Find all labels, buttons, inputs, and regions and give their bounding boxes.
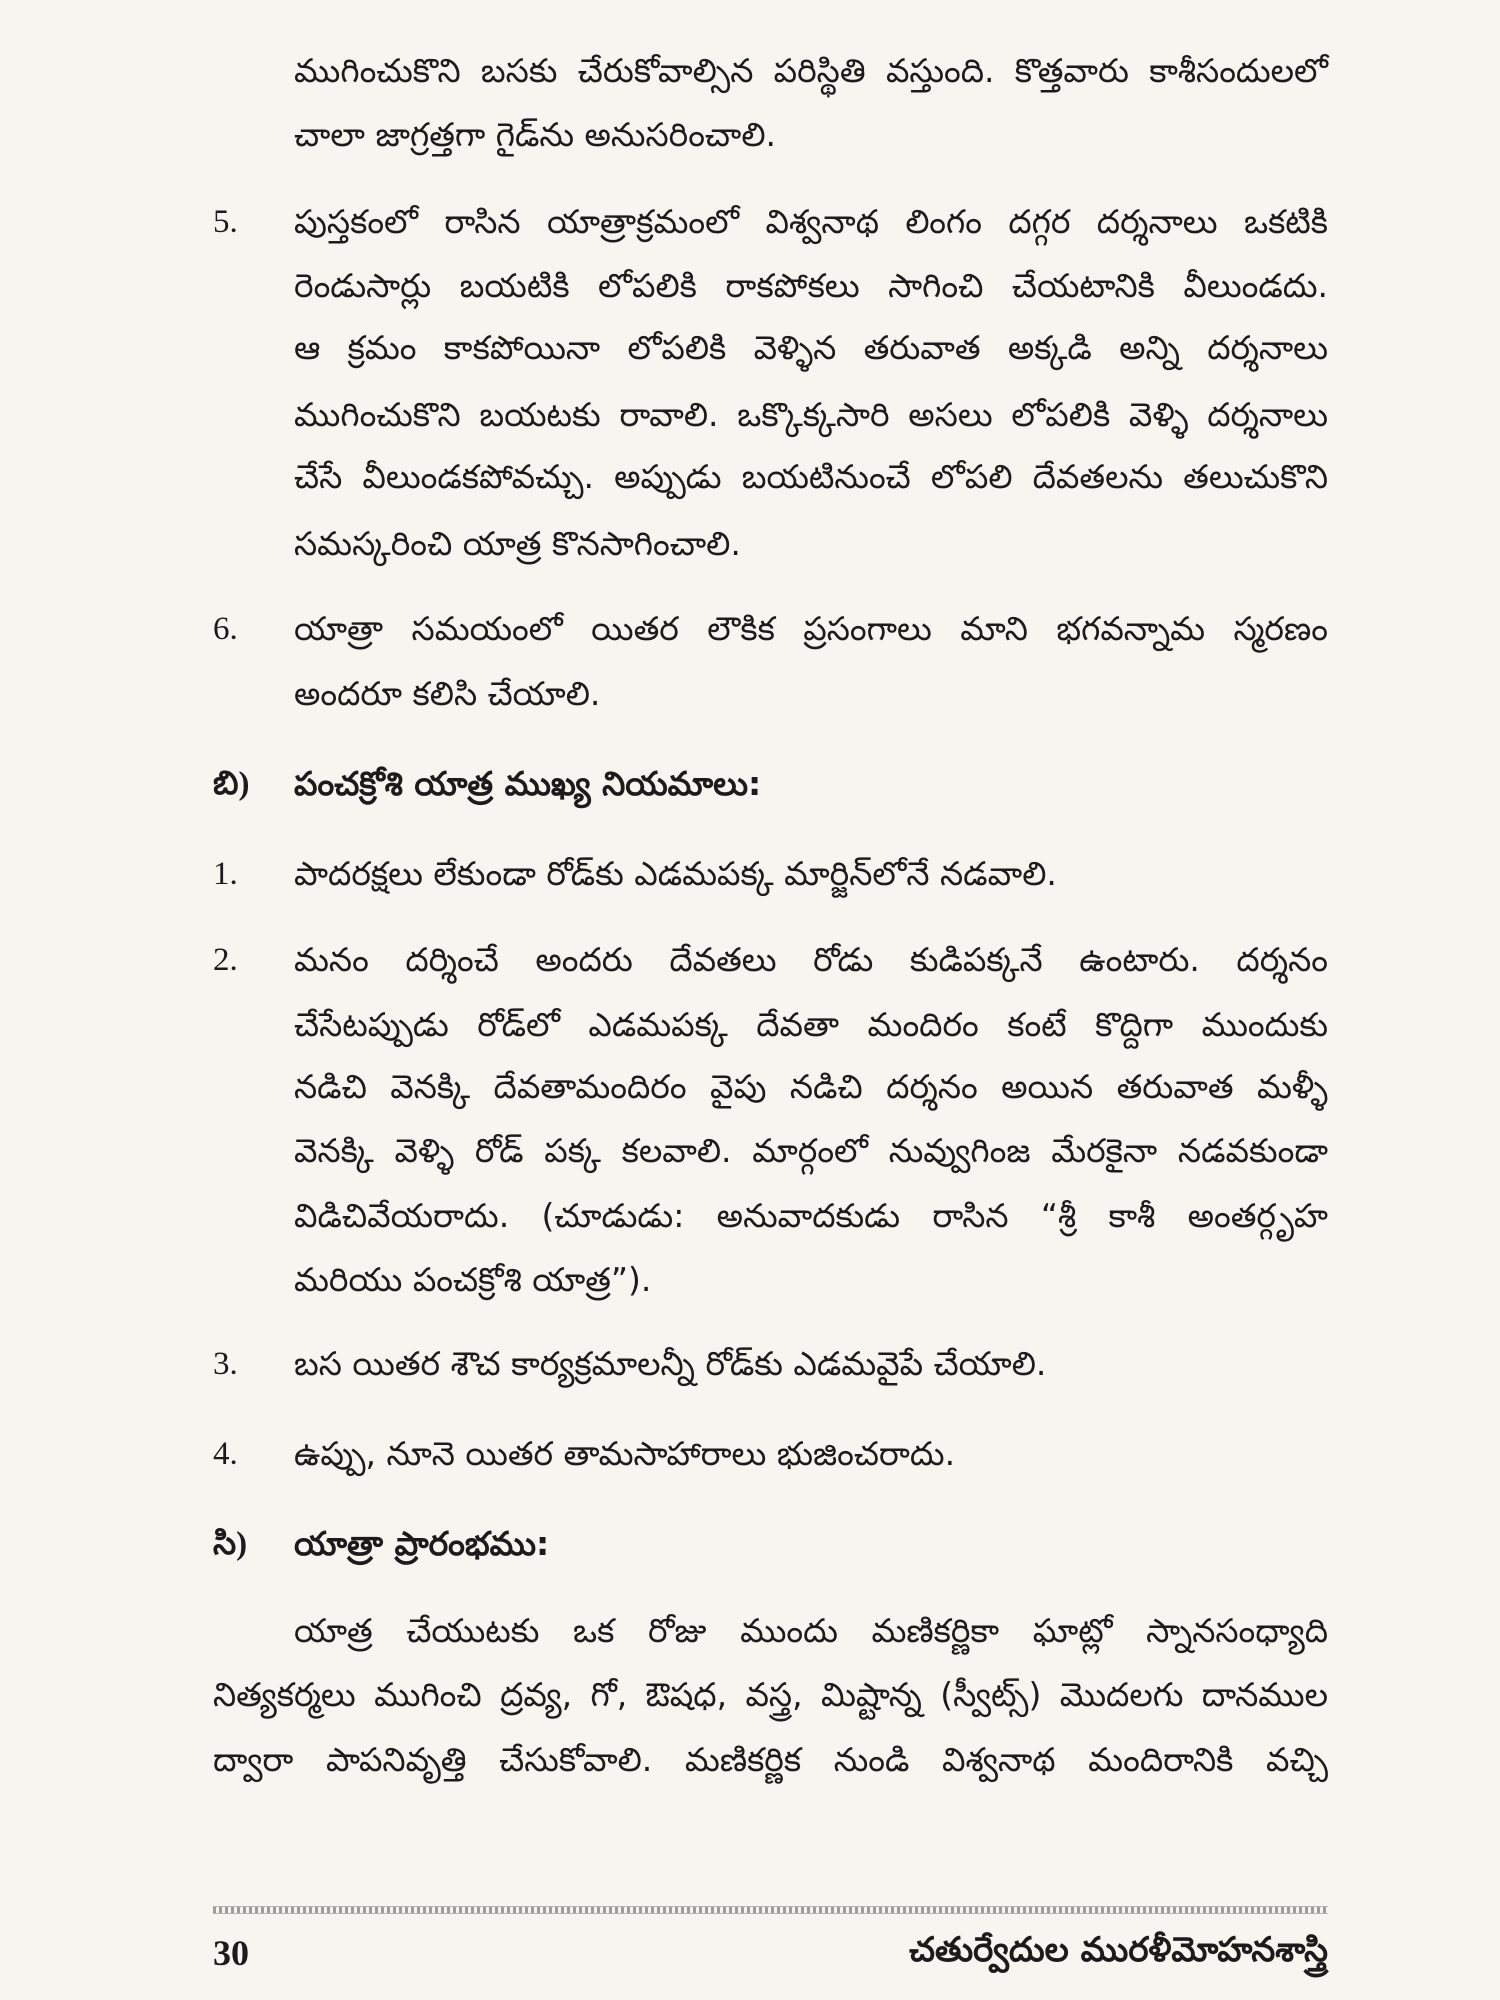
section-label: సి) [213, 1526, 248, 1562]
text-line: నిత్యకర్మలు ముగించి ద్రవ్య, గో, ఔషధ, వస్త్ర, మిష్టాన్న (స్వీట్స్) మొదలగు దానముల [213, 1675, 1328, 1714]
text-line: ముగించుకొని బయటకు రావాలి. ఒక్కొక్కసారి అసలు లోపలికి వెళ్ళి దర్శనాలు [294, 395, 1328, 434]
text-line: బస యితర శౌచ కార్యక్రమాలన్నీ రోడ్‌కు ఎడమవైపే చేయాలి. [294, 1344, 1047, 1383]
text-line: చేసే వీలుండకపోవచ్చు. అప్పుడు బయటినుంచే లోపలి దేవతలను తలుచుకొని [294, 457, 1328, 496]
text-line: పుస్తకంలో రాసిన యాత్రాక్రమంలో విశ్వనాథ లింగం దగ్గర దర్శనాలు ఒకటికి [294, 202, 1328, 241]
list-number: 5. [213, 204, 238, 240]
text-line: చాలా జాగ్రత్తగా గైడ్‌ను అనుసరించాలి. [294, 115, 777, 154]
list-number: 1. [213, 856, 238, 892]
section-heading: యాత్రా ప్రారంభము: [294, 1524, 550, 1563]
text-line: మరియు పంచక్రోశి యాత్ర”). [294, 1260, 652, 1299]
text-line: యాత్రా సమయంలో యితర లౌకిక ప్రసంగాలు మాని భగవన్నామ స్మరణం [294, 609, 1328, 648]
footer-author: చతుర్వేదుల మురళీమోహనశాస్త్రి [909, 1930, 1328, 1970]
list-number: 2. [213, 942, 238, 978]
text-line: యాత్ర చేయుటకు ఒక రోజు ముందు మణికర్ణికా ఘాట్లో స్నానసంధ్యాది [294, 1611, 1328, 1650]
text-line: చేసేటప్పుడు రోడ్‌లో ఎడమపక్క దేవతా మందిరం కంటే కొద్దిగా ముందుకు [294, 1005, 1328, 1044]
text-line: నడిచి వెనక్కి దేవతామందిరం వైపు నడిచి దర్శనం అయిన తరువాత మళ్ళీ [294, 1067, 1328, 1106]
text-line: పాదరక్షలు లేకుండా రోడ్‌కు ఎడమపక్క మార్జిన్‌లోనే నడవాలి. [294, 854, 1057, 893]
text-line: రెండుసార్లు బయటికి లోపలికి రాకపోకలు సాగించి చేయటానికి వీలుండదు. [294, 266, 1328, 305]
text-line: వెనక్కి వెళ్ళి రోడ్ పక్క కలవాలి. మార్గంలో నువ్వుగింజ మేరకైనా నడవకుండా [294, 1131, 1328, 1170]
list-number: 4. [213, 1436, 238, 1472]
text-line: ఆ క్రమం కాకపోయినా లోపలికి వెళ్ళిన తరువాత అక్కడి అన్ని దర్శనాలు [294, 328, 1328, 367]
text-line: విడిచివేయరాదు. (చూడుడు: అనువాదకుడు రాసిన “శ్రీ కాశీ అంతర్గృహ [294, 1196, 1328, 1235]
text-line: ద్వారా పాపనివృత్తి చేసుకోవాలి. మణికర్ణిక నుండి విశ్వనాథ మందిరానికి వచ్చి [213, 1740, 1328, 1779]
page-number: 30 [213, 1933, 249, 1973]
text-line: సమస్కరించి యాత్ర కొనసాగించాలి. [294, 524, 741, 563]
text-line: మనం దర్శించే అందరు దేవతలు రోడు కుడిపక్కనే ఉంటారు. దర్శనం [294, 940, 1328, 979]
text-line: ముగించుకొని బసకు చేరుకోవాల్సిన పరిస్థితి వస్తుంది. కొత్తవారు కాశీసందులలో [294, 51, 1328, 90]
section-heading: పంచక్రోశి యాత్ర ముఖ్య నియమాలు: [294, 764, 762, 803]
list-number: 6. [213, 611, 238, 647]
text-line: ఉప్పు, నూనె యితర తామసాహారాలు భుజించరాదు. [294, 1434, 956, 1473]
footer-divider [213, 1906, 1328, 1914]
list-number: 3. [213, 1346, 238, 1382]
text-line: అందరూ కలిసి చేయాలి. [294, 674, 601, 713]
section-label: బి) [213, 766, 250, 802]
